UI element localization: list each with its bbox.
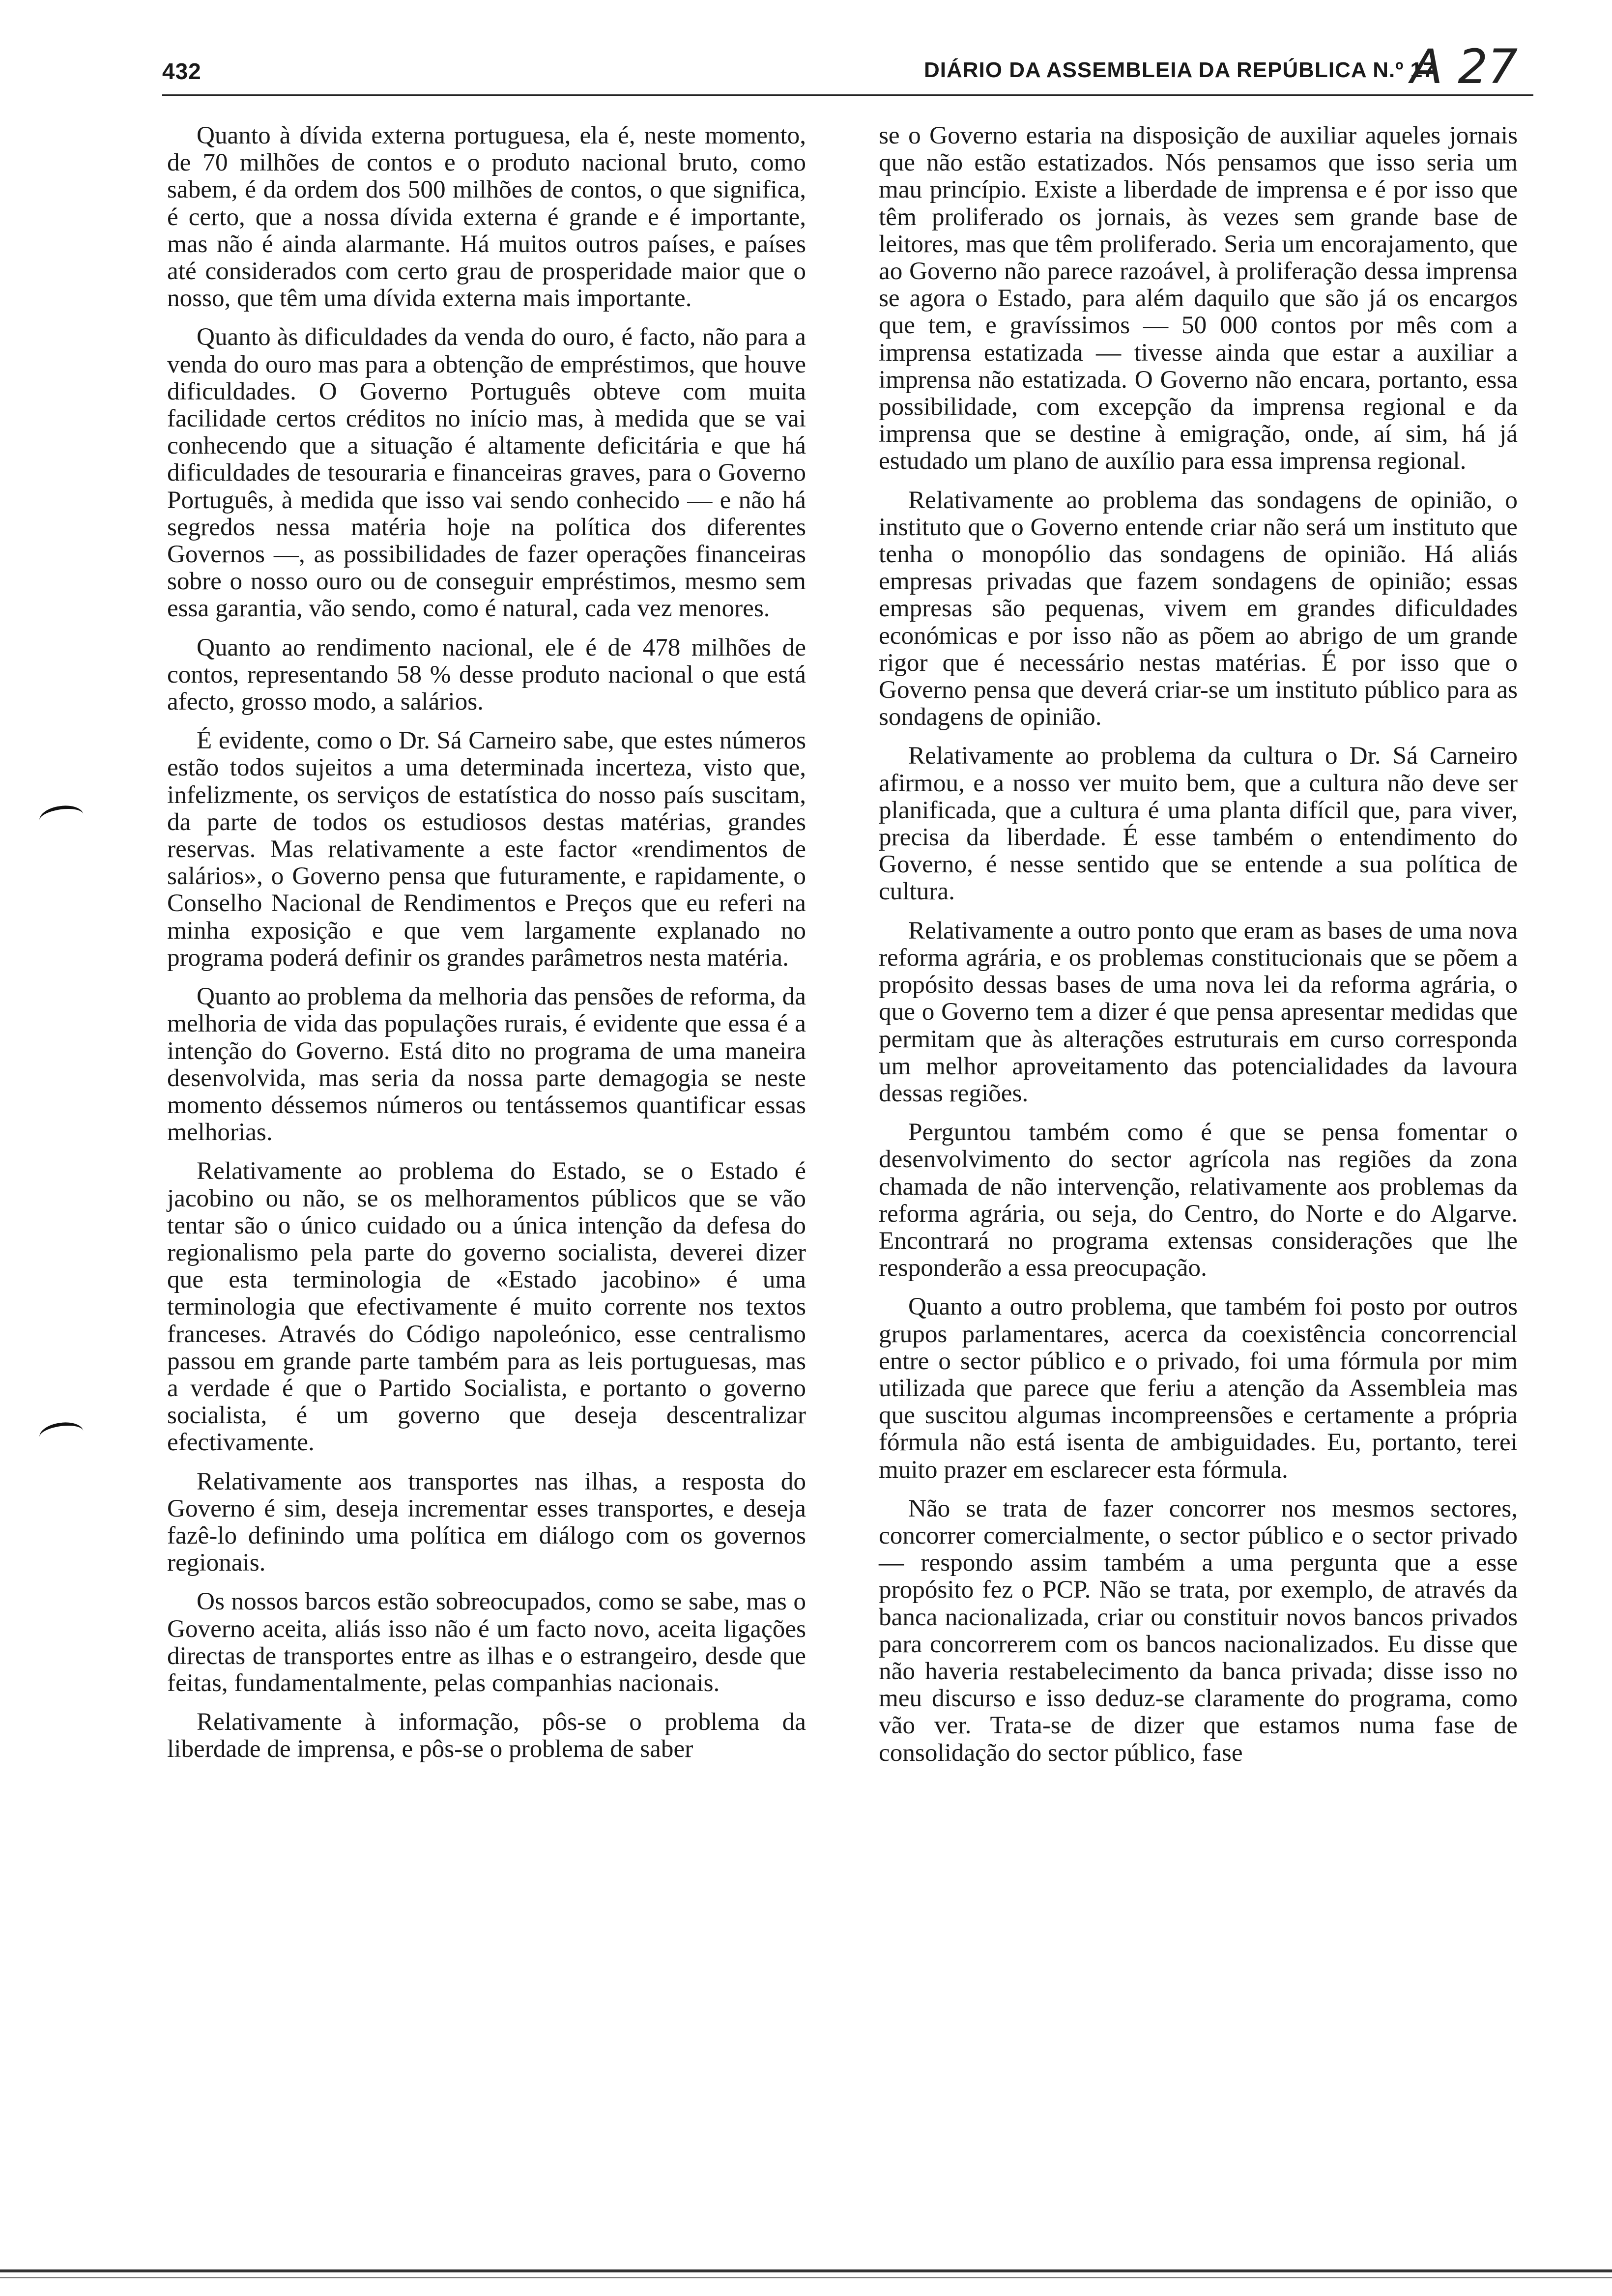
paragraph: Quanto ao problema da melhoria das pensões de reforma, da melhoria de vida das populações rurais, é evidente que essa é a intenção do Governo. Está dito no programa de uma maneira desenvolvida, mas seria da nossa parte demagogia se neste momento déssemos números ou tentássemos quantificar essas melhorias. (167, 982, 806, 1147)
paragraph: Relativamente à informação, pôs-se o problema da liberdade de imprensa, e pôs-se o problema de saber (167, 1708, 806, 1763)
paragraph: Relativamente ao problema das sondagens de opinião, o instituto que o Governo entende criar não será um instituto que tenha o monopólio das sondagens de opinião. Há aliás empresas privadas que fazem sondagens de opinião; essas empresas são pequenas, vivem em grandes dificuldades económicas e por isso não as põem ao abrigo de um grande rigor que é necessário nestas matérias. É por isso que o Governo pensa que deverá criar-se um instituto público para as sondagens de opinião. (879, 486, 1518, 731)
running-title: DIÁRIO DA ASSEMBLEIA DA REPÚBLICA N.º 17 (924, 58, 1436, 82)
paragraph: Não se trata de fazer concorrer nos mesmos sectores, concorrer comercialmente, o sector público e o sector privado — respondo assim também a uma pergunta que a esse propósito fez o PCP. Não se trata, por exemplo, de através da banca nacionalizada, criar ou constituir novos bancos privados para concorrerem com os bancos nacionalizados. Eu disse que não haveria restabelecimento da banca privada; disse isso no meu discurso e isso deduz-se claramente do programa, como vão ver. Trata-se de dizer que estamos numa fase de consolidação do sector público, fase (879, 1494, 1518, 1767)
paragraph: Quanto ao rendimento nacional, ele é de 478 milhões de contos, representando 58 % desse produto nacional o que está afecto, grosso modo, a salários. (167, 633, 806, 716)
paragraph: Os nossos barcos estão sobreocupados, como se sabe, mas o Governo aceita, aliás isso não é um facto novo, aceita ligações directas de transportes entre as ilhas e o estrangeiro, desde que feitas, fundamentalmente, pelas companhias nacionais. (167, 1587, 806, 1697)
margin-mark (38, 1420, 85, 1449)
footer-rule-thin (0, 2277, 1612, 2278)
paragraph: Perguntou também como é que se pensa fomentar o desenvolvimento do sector agrícola nas regiões da zona chamada de não intervenção, relativamente aos problemas da reforma agrária, ou seja, do Centro, do Norte e do Algarve. Encontrará no programa extensas considerações que lhe responderão a essa preocupação. (879, 1118, 1518, 1282)
paragraph: Relativamente ao problema do Estado, se o Estado é jacobino ou não, se os melhoramentos públicos que se vão tentar são o único cuidado ou a única intenção da defesa do regionalismo pela parte do governo socialista, deverei dizer que esta terminologia de «Estado jacobino» é uma terminologia que efectivamente é muito corrente nos textos franceses. Através do Código napoleónico, esse centralismo passou em grande parte também para as leis portuguesas, mas a verdade é que o Partido Socialista, e portanto o governo socialista, é um governo que deseja descentralizar efectivamente. (167, 1157, 806, 1457)
paragraph: Quanto a outro problema, que também foi posto por outros grupos parlamentares, acerca da coexistência concorrencial entre o sector público e o privado, foi uma fórmula por mim utilizada que parece que feriu a atenção da Assembleia mas que suscitou algumas incompreensões e certamente a própria fórmula não está isenta de ambiguidades. Eu, portanto, terei muito prazer em esclarecer esta fórmula. (879, 1292, 1518, 1484)
paragraph: se o Governo estaria na disposição de auxiliar aqueles jornais que não estão estatizados. Nós pensamos que isso seria um mau princípio. Existe a liberdade de imprensa e é por isso que têm proliferado os jornais, às vezes sem grande base de leitores, mas que têm proliferado. Seria um encorajamento, que ao Governo não parece razoável, à proliferação dessa imprensa se agora o Estado, para além daquilo que são já os encargos que tem, e gravíssimos — 50 000 contos por mês com a imprensa estatizada — tivesse ainda que estar a auxiliar a imprensa não estatizada. O Governo não encara, portanto, essa possibilidade, com excepção da imprensa regional e da imprensa que se destine à emigração, onde, aí sim, há já estudado um plano de auxílio para essa imprensa regional. (879, 121, 1518, 475)
margin-mark (38, 803, 85, 832)
paragraph: Quanto à dívida externa portuguesa, ela é, neste momento, de 70 milhões de contos e o produto nacional bruto, como sabem, é da ordem dos 500 milhões de contos, o que significa, é certo, que a nossa dívida externa é grande e é importante, mas não é ainda alarmante. Há muitos outros países, e países até considerados com certo grau de prosperidade maior que o nosso, que têm uma dívida externa mais importante. (167, 121, 806, 313)
paragraph: Relativamente a outro ponto que eram as bases de uma nova reforma agrária, e os problemas constitucionais que se põem a propósito dessas bases de uma nova lei da reforma agrária, o que o Governo tem a dizer é que pensa apresentar medidas que permitam que às alterações estruturais em curso corresponda um melhor aproveitamento das potencialidades da lavoura dessas regiões. (879, 916, 1518, 1107)
right-column (879, 122, 1518, 1778)
paragraph: É evidente, como o Dr. Sá Carneiro sabe, que estes números estão todos sujeitos a uma determinada incerteza, visto que, infelizmente, os serviços de estatística do nosso país suscitam, da parte de todos os estudiosos destas matérias, grandes reservas. Mas relativamente a este factor «rendimentos de salários», o Governo pensa que futuramente, e rapidamente, o Conselho Nacional de Rendimentos e Preços que eu referi na minha exposição e que vem largamente explanado no programa poderá definir os grandes parâmetros nesta matéria. (167, 726, 806, 972)
handwritten-annotation: A 27 (1410, 39, 1518, 94)
left-column (167, 122, 806, 1775)
paragraph: Relativamente ao problema da cultura o Dr. Sá Carneiro afirmou, e a nosso ver muito bem, que a cultura não deve ser planificada, que a cultura é uma planta difícil que, para viver, precisa da liberdade. É esse também o entendimento do Governo, é nesse sentido que se entende a sua política de cultura. (879, 742, 1518, 906)
footer-rule (0, 2269, 1612, 2272)
page-header (162, 39, 1533, 94)
paragraph: Quanto às dificuldades da venda do ouro, é facto, não para a venda do ouro mas para a obtenção de empréstimos, que houve dificuldades. O Governo Português obteve com muita facilidade certos créditos no início mas, à medida que se vai conhecendo que a situação é altamente deficitária e que há dificuldades de tesouraria e financeiras graves, para o Governo Português, à medida que isso vai sendo conhecido — e não há segredos nessa matéria hoje na política dos diferentes Governos —, as possibilidades de fazer operações financeiras sobre o nosso ouro ou de conseguir empréstimos, mesmo sem essa garantia, vão sendo, como é natural, cada vez menores. (167, 323, 806, 623)
header-rule (162, 94, 1533, 96)
page-number: 432 (162, 58, 202, 84)
paragraph: Relativamente aos transportes nas ilhas, a resposta do Governo é sim, deseja incrementar esses transportes, e deseja fazê-lo definindo uma política em diálogo com os governos regionais. (167, 1467, 806, 1577)
